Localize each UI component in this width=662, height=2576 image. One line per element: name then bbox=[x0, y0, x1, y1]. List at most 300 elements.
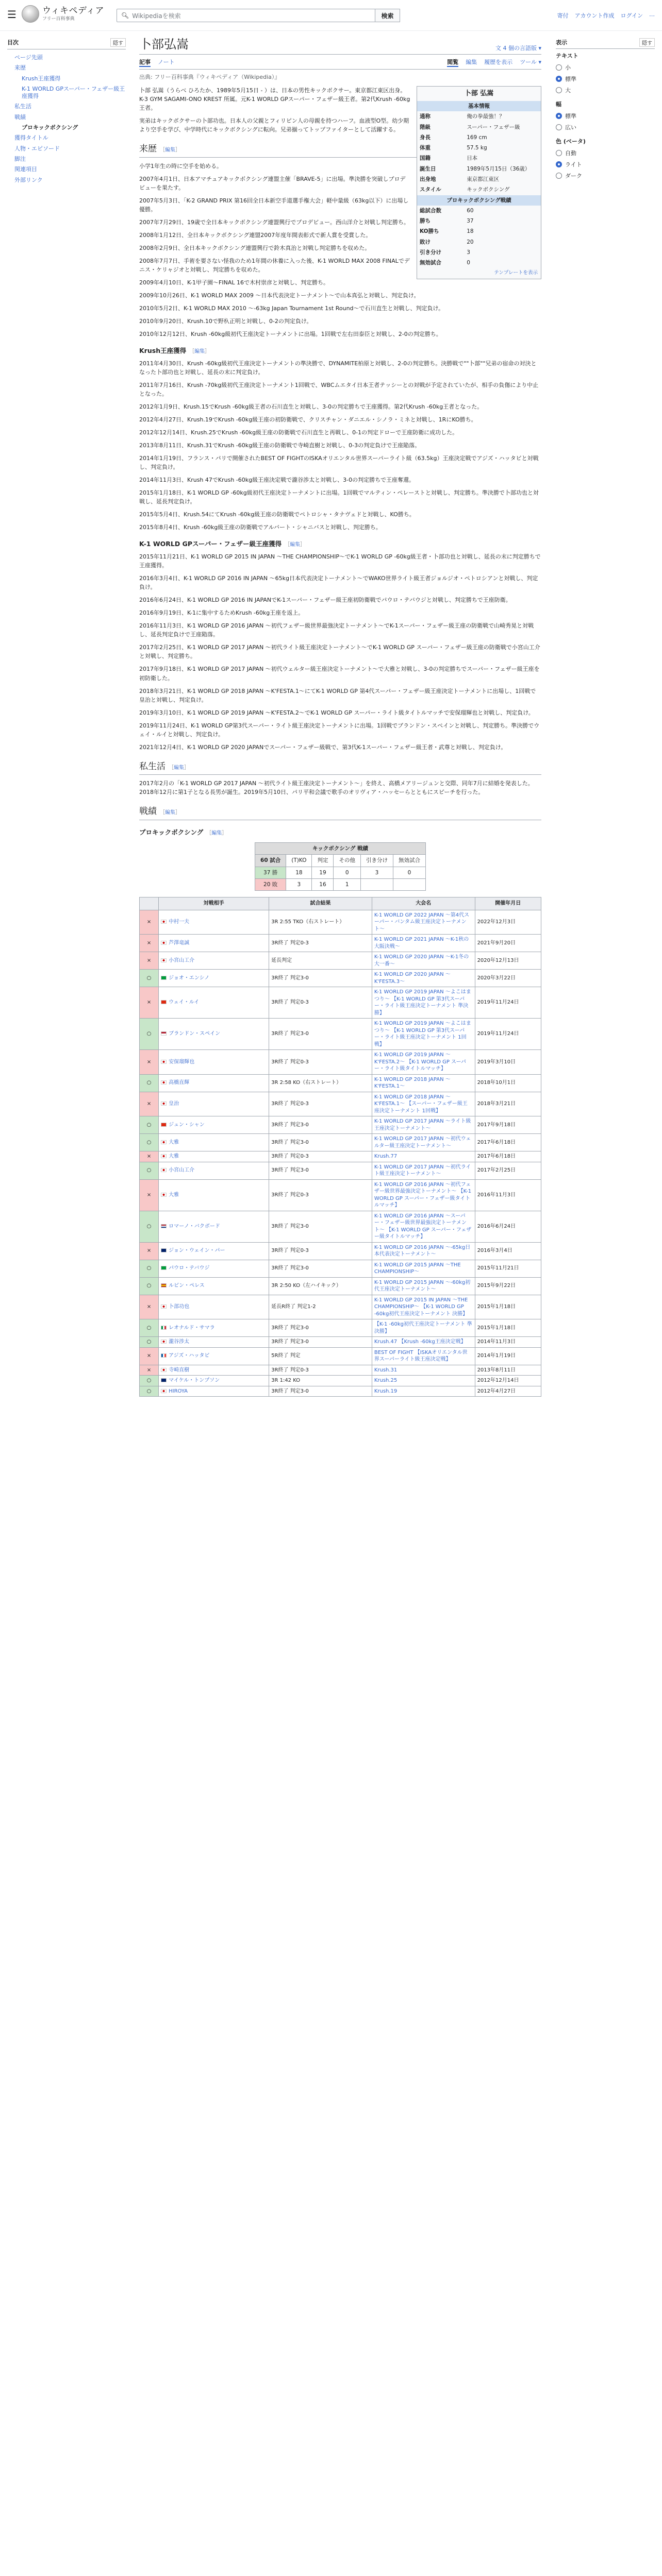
opponent-link[interactable]: 皇治 bbox=[169, 1101, 179, 1107]
radio-label: 標準 bbox=[565, 113, 576, 120]
globe-logo-icon bbox=[22, 5, 39, 23]
infobox-value: 60 bbox=[467, 207, 474, 214]
date-cell: 2012年12月14日 bbox=[475, 1376, 541, 1386]
date-cell: 2017年9月18日 bbox=[475, 1116, 541, 1134]
event-link[interactable]: K-1 WORLD GP 2020 JAPAN 〜K-1冬の大一番〜 bbox=[372, 952, 475, 970]
opponent-link[interactable]: 卜部功也 bbox=[169, 1304, 190, 1310]
opponent-link[interactable]: ジョオ・エンシノ bbox=[169, 975, 210, 981]
infobox-section-record: プロキックボクシング戦績 bbox=[417, 195, 541, 206]
flag-icon bbox=[161, 941, 167, 945]
result-detail: 延長R終了 判定1-2 bbox=[269, 1295, 372, 1319]
table-row bbox=[140, 1050, 541, 1075]
event-link[interactable]: BEST OF FIGHT 【ISKAオリエンタル世界スーパーライト級王座決定戦】 bbox=[372, 1347, 475, 1365]
infobox-row bbox=[417, 247, 541, 258]
event-link[interactable]: Krush.77 bbox=[372, 1151, 475, 1162]
table-row bbox=[140, 1319, 541, 1337]
result-mark: × bbox=[140, 987, 159, 1019]
result-mark: × bbox=[140, 1092, 159, 1116]
opponent-link[interactable]: ウェイ・ルイ bbox=[169, 999, 200, 1006]
paragraph: 2010年5月2日、K-1 WORLD MAX 2010 〜-63kg Japan Tournament 1st Round〜で石川直生と対戦し、判定負け。 bbox=[139, 305, 444, 312]
date-cell: 2017年6月18日 bbox=[475, 1134, 541, 1151]
result-mark: ○ bbox=[140, 1386, 159, 1397]
opponent-link[interactable]: アジズ・ハッタビ bbox=[169, 1353, 210, 1359]
opponent-link[interactable]: ルビン・ペレス bbox=[169, 1283, 205, 1289]
opponent-link[interactable]: 寺崎直樹 bbox=[169, 1367, 190, 1373]
date-cell: 2018年3月21日 bbox=[475, 1092, 541, 1116]
date-cell: 2015年1月18日 bbox=[475, 1295, 541, 1319]
view-tab-2[interactable]: 履歴を表示 bbox=[484, 59, 513, 65]
paragraph: 2009年10月26日、K-1 WORLD MAX 2009 〜日本代表決定トーナメント〜で山本真弘と対戦し、判定負け。 bbox=[139, 292, 420, 299]
result-detail: 3R終了 判定3-0 bbox=[269, 970, 372, 987]
paragraph: 2017年9月18日、K-1 WORLD GP 2017 JAPAN 〜初代ウェルター級王座決定トーナメント〜で大雅と対戦し、3-0の判定勝ちでスーパー・フェザー級王座を初防衛した。 bbox=[139, 666, 540, 682]
flag-icon bbox=[161, 1326, 167, 1330]
date-cell: 2022年12月3日 bbox=[475, 910, 541, 935]
user-tool-3[interactable]: ⋯ bbox=[649, 12, 655, 19]
opponent-link[interactable]: HIROYA bbox=[169, 1388, 188, 1394]
view-tab-1[interactable]: 編集 bbox=[466, 59, 477, 65]
event-link[interactable]: 【K-1 -60kg初代王座決定トーナメント 準決勝】 bbox=[372, 1319, 475, 1337]
toc-item[interactable]: 関連項目 bbox=[14, 166, 37, 173]
paragraph: 2007年4月1日、日本アマチュアキックボクシング連盟主催「BRAVE-5」に出場。準決勝を突破しプロデビューを果たす。 bbox=[139, 175, 406, 191]
toc-item[interactable]: K-1 WORLD GPスーパー・フェザー級王座獲得 bbox=[22, 85, 125, 100]
infobox-section-basic: 基本情報 bbox=[417, 101, 541, 111]
radio-icon[interactable] bbox=[556, 87, 562, 93]
section-heading-raireki: 来歴 ［編集］ bbox=[139, 142, 541, 157]
opponent-link[interactable]: ロマーノ・バクボード bbox=[169, 1223, 220, 1229]
table-row bbox=[140, 970, 541, 987]
flag-icon bbox=[161, 1080, 167, 1084]
result-mark: ○ bbox=[140, 1019, 159, 1050]
radio-option[interactable] bbox=[556, 170, 655, 181]
opponent-link[interactable]: レオナルド・サマラ bbox=[169, 1325, 215, 1331]
radio-option[interactable] bbox=[556, 62, 655, 73]
opponent-cell bbox=[159, 1211, 269, 1242]
radio-label: 標準 bbox=[565, 76, 576, 82]
opponent-cell bbox=[159, 1337, 269, 1348]
event-link[interactable]: K-1 WORLD GP 2016 JAPAN 〜初代フェザー級世界最強決定トーナメント〜 【K-1 WORLD GP スーパー・フェザー級タイトルマッチ】 bbox=[372, 1179, 475, 1211]
date-cell: 2016年3月4日 bbox=[475, 1242, 541, 1260]
infobox-value: 0 bbox=[467, 260, 470, 266]
flag-icon bbox=[161, 1353, 167, 1358]
search-form bbox=[117, 9, 400, 22]
results-table bbox=[139, 897, 541, 1397]
date-cell: 2014年1月19日 bbox=[475, 1347, 541, 1365]
flag-icon bbox=[161, 1266, 167, 1270]
event-link[interactable]: K-1 WORLD GP 2017 JAPAN 〜初代ウェルター級王座決定トーナメント〜 bbox=[372, 1134, 475, 1151]
edit-link[interactable]: 編集 bbox=[290, 542, 301, 548]
radio-icon[interactable] bbox=[556, 173, 562, 179]
event-link[interactable]: K-1 WORLD GP 2019 JAPAN 〜よこはまつり〜 【K-1 WORLD GP 第3代スーパー・ライト級王座決定トーナメント 準決勝】 bbox=[372, 987, 475, 1019]
language-button[interactable]: 文 4 個の言語版 ▾ bbox=[495, 45, 541, 52]
opponent-link[interactable]: 大雅 bbox=[169, 1154, 179, 1160]
table-row bbox=[140, 1074, 541, 1092]
record-summary-cell: 0 bbox=[334, 867, 361, 878]
event-link[interactable]: K-1 WORLD GP 2015 JAPAN 〜-60kg初代王座決定トーナメント〜 bbox=[372, 1277, 475, 1295]
paragraph: 2019年3月10日、K-1 WORLD GP 2019 JAPAN 〜K'FESTA.2〜でK-1 WORLD GP スーパー・ライト級タイトルマッチで安保瑠輝也と対戦し、判定負け。 bbox=[139, 709, 534, 716]
result-mark: × bbox=[140, 1365, 159, 1376]
user-tool-1[interactable]: アカウント作成 bbox=[574, 12, 615, 19]
article-body bbox=[139, 86, 541, 1397]
opponent-link[interactable]: 芦澤竜誠 bbox=[169, 940, 190, 946]
opponent-link[interactable]: 大雅 bbox=[169, 1192, 179, 1198]
record-summary-cell: その他 bbox=[334, 855, 361, 867]
event-link[interactable]: K-1 WORLD GP 2015 IN JAPAN 〜THE CHAMPIONSHIP〜 【K-1 WORLD GP -60kg初代王座決定トーナメント 決勝】 bbox=[372, 1295, 475, 1319]
record-summary-cell: 60 試合 bbox=[255, 855, 286, 867]
flag-icon bbox=[161, 958, 167, 962]
paragraph: 2008年1月12日、全日本キックボクシング連盟2007年度年間表彰式で新人賞を受賞した。 bbox=[139, 231, 372, 239]
result-mark: ○ bbox=[140, 1116, 159, 1134]
result-detail: 3R 2:55 TKO（右ストレート） bbox=[269, 910, 372, 935]
table-row bbox=[140, 1162, 541, 1179]
user-tool-0[interactable]: 寄付 bbox=[557, 12, 569, 19]
infobox-key: KO勝ち bbox=[420, 228, 439, 235]
event-link[interactable]: K-1 WORLD GP 2015 JAPAN 〜THE CHAMPIONSHIP〜 bbox=[372, 1260, 475, 1277]
radio-label: 大 bbox=[565, 87, 571, 94]
table-row bbox=[140, 1365, 541, 1376]
date-cell: 2016年11月3日 bbox=[475, 1179, 541, 1211]
logo-title: ウィキペディア bbox=[42, 5, 105, 16]
radio-icon[interactable] bbox=[556, 76, 562, 82]
opponent-link[interactable]: マイケル・トンプソン bbox=[169, 1378, 220, 1384]
date-cell: 2021年9月20日 bbox=[475, 935, 541, 952]
flag-icon bbox=[161, 1389, 167, 1393]
radio-icon[interactable] bbox=[556, 124, 562, 130]
opponent-link[interactable]: 小宮山工介 bbox=[169, 957, 195, 963]
paragraph: 2007年7月29日、19歳で全日本キックボクシング連盟興行でプロデビュー。西山洋介と対戦し判定勝ち。 bbox=[139, 218, 409, 226]
logo-subtitle: フリー百科事典 bbox=[42, 16, 75, 22]
event-link[interactable]: K-1 WORLD GP 2016 JAPAN 〜-65kg日本代表決定トーナメント〜 bbox=[372, 1242, 475, 1260]
search-button[interactable]: 検索 bbox=[375, 9, 400, 22]
table-row bbox=[140, 1151, 541, 1162]
text-size-label: テキスト bbox=[556, 53, 578, 59]
edit-link[interactable]: 編集 bbox=[165, 147, 175, 154]
result-detail: 3R終了 判定3-0 bbox=[269, 1260, 372, 1277]
result-detail: 3R終了 判定0-3 bbox=[269, 1050, 372, 1075]
result-mark: ○ bbox=[140, 1376, 159, 1386]
table-row bbox=[140, 1295, 541, 1319]
result-mark: ○ bbox=[140, 1162, 159, 1179]
opponent-cell bbox=[159, 1116, 269, 1134]
paragraph: 2018年3月21日、K-1 WORLD GP 2018 JAPAN 〜K'FESTA.1〜にてK-1 WORLD GP 第4代スーパー・フェザー級王座決定トーナメントに出場し、1回戦で皇治と対戦し、判定負け。 bbox=[139, 687, 536, 703]
infobox-row bbox=[417, 184, 541, 195]
result-detail: 3R終了 判定3-0 bbox=[269, 1319, 372, 1337]
result-detail: 3R終了 判定0-3 bbox=[269, 1365, 372, 1376]
opponent-link[interactable]: 高橋直輝 bbox=[169, 1080, 190, 1086]
toc-item[interactable]: 戦績 bbox=[14, 113, 26, 121]
date-cell: 2020年12月13日 bbox=[475, 952, 541, 970]
toc-item[interactable]: プロキックボクシング bbox=[22, 124, 78, 131]
event-link[interactable]: Krush.25 bbox=[372, 1376, 475, 1386]
search-icon: 🔍︎ bbox=[121, 12, 129, 19]
infobox-value: 1989年5月15日（36歳） bbox=[467, 165, 531, 172]
record-summary-cell: (T)KO bbox=[286, 855, 312, 867]
paragraph: 2010年12月12日、Krush -60kg級初代王座決定トーナメントに出場。1回戦で左右田泰臣と対戦し、2-0の判定勝ち。 bbox=[139, 331, 442, 338]
appearance-hide-button[interactable]: 隠す bbox=[639, 38, 655, 47]
date-cell: 2020年3月22日 bbox=[475, 970, 541, 987]
result-detail: 3R終了 判定3-0 bbox=[269, 1211, 372, 1242]
page-title: 卜部弘嵩 bbox=[139, 37, 189, 52]
toc-item[interactable]: 来歴 bbox=[14, 64, 26, 72]
radio-icon[interactable] bbox=[556, 64, 562, 71]
paragraph: 2008年7月7日、手術を要さない怪我のため1年間の休養に入った後、K-1 WORLD MAX 2008 FINALでデニス・ケリャジオと対戦し、判定勝ちを収めた。 bbox=[139, 257, 410, 273]
results-header: 対戦相手 bbox=[159, 897, 269, 910]
flag-icon bbox=[161, 1123, 167, 1127]
table-row bbox=[140, 910, 541, 935]
result-mark: × bbox=[140, 1347, 159, 1365]
paragraph: 2016年9月19日、K-1に集中するためKrush -60kg王座を返上。 bbox=[139, 609, 304, 617]
opponent-cell bbox=[159, 1050, 269, 1075]
paragraph: 2016年11月3日、K-1 WORLD GP 2016 JAPAN 〜初代フェザー級世界最強決定トーナメント〜でK-1スーパー・フェザー級王座の防衛戦で山崎秀晃と対戦し、延長判定負けで王座陥落。 bbox=[139, 622, 534, 638]
opponent-link[interactable]: ジョン・ウェイン・パー bbox=[169, 1248, 225, 1254]
opponent-link[interactable]: 大雅 bbox=[169, 1139, 179, 1145]
infobox-key: 誕生日 bbox=[420, 165, 436, 172]
opponent-cell bbox=[159, 987, 269, 1019]
infobox-key: 体重 bbox=[420, 145, 431, 151]
toc-hide-button[interactable]: 隠す bbox=[110, 38, 126, 47]
infobox-value: 3 bbox=[467, 249, 470, 256]
toc-sidebar bbox=[7, 38, 126, 185]
infobox-key: 無効試合 bbox=[420, 260, 441, 266]
toc-item[interactable]: 脚注 bbox=[14, 155, 26, 162]
radio-option[interactable] bbox=[556, 159, 655, 170]
infobox-value: キックボクシング bbox=[467, 187, 510, 193]
event-link[interactable]: K-1 WORLD GP 2018 JAPAN 〜K'FESTA.1〜 【スーパー・フェザー級王座決定トーナメント 1回戦】 bbox=[372, 1092, 475, 1116]
result-mark: × bbox=[140, 1179, 159, 1211]
result-mark: ○ bbox=[140, 1319, 159, 1337]
infobox-key: 勝ち bbox=[420, 218, 431, 225]
opponent-link[interactable]: 小宮山工介 bbox=[169, 1167, 195, 1174]
result-mark: × bbox=[140, 1242, 159, 1260]
date-cell: 2019年11月24日 bbox=[475, 1019, 541, 1050]
edit-link[interactable]: 編集 bbox=[211, 830, 222, 836]
view-tab-0[interactable]: 閲覧 bbox=[447, 58, 458, 67]
opponent-cell bbox=[159, 1092, 269, 1116]
toc-item[interactable]: Krush王座獲得 bbox=[22, 75, 61, 82]
section-heading-pro: プロキックボクシング ［編集］ bbox=[139, 828, 227, 836]
opponent-cell bbox=[159, 910, 269, 935]
infobox-value: 37 bbox=[467, 218, 474, 225]
event-link[interactable]: K-1 WORLD GP 2017 JAPAN 〜ライト級王座決定トーナメント〜 bbox=[372, 1116, 475, 1134]
event-link[interactable]: Krush.19 bbox=[372, 1386, 475, 1397]
record-summary-header: キックボクシング 戦績 bbox=[255, 843, 426, 855]
result-detail: 3R終了 判定3-0 bbox=[269, 1162, 372, 1179]
table-row bbox=[140, 1019, 541, 1050]
opponent-link[interactable]: 瀧谷渉太 bbox=[169, 1339, 190, 1345]
infobox-key: 階級 bbox=[420, 124, 431, 130]
radio-option[interactable] bbox=[556, 147, 655, 159]
result-detail: 3R終了 判定3-0 bbox=[269, 1337, 372, 1348]
result-detail: 3R終了 判定3-0 bbox=[269, 1116, 372, 1134]
opponent-cell bbox=[159, 1295, 269, 1319]
result-detail: 3R終了 判定0-3 bbox=[269, 1151, 372, 1162]
view-tab-3[interactable]: ツール ▾ bbox=[520, 59, 541, 65]
record-summary-cell: 1 bbox=[334, 878, 361, 890]
radio-option[interactable] bbox=[556, 122, 655, 133]
table-row bbox=[140, 1347, 541, 1365]
hamburger-icon[interactable]: ☰ bbox=[7, 8, 16, 21]
results-header: 試合結果 bbox=[269, 897, 372, 910]
appearance-sidebar bbox=[556, 38, 655, 189]
table-row bbox=[140, 1376, 541, 1386]
record-summary-cell: 37 勝 bbox=[255, 867, 286, 878]
tab-1[interactable]: ノート bbox=[158, 59, 175, 65]
toc-item[interactable]: 外部リンク bbox=[14, 176, 43, 183]
paragraph: 小学1年生の時に空手を始める。 bbox=[139, 162, 222, 170]
width-label: 幅 bbox=[556, 101, 561, 108]
flag-icon bbox=[161, 1224, 167, 1228]
infobox-value: 20 bbox=[467, 239, 474, 245]
results-header: 開催年月日 bbox=[475, 897, 541, 910]
opponent-cell bbox=[159, 1134, 269, 1151]
date-cell: 2015年11月21日 bbox=[475, 1260, 541, 1277]
event-link[interactable]: K-1 WORLD GP 2021 JAPAN 〜K-1秋の大阪決戦〜 bbox=[372, 935, 475, 952]
radio-icon[interactable] bbox=[556, 150, 562, 156]
flag-icon bbox=[161, 1368, 167, 1372]
edit-link[interactable]: 編集 bbox=[174, 765, 184, 771]
record-summary-cell: 20 敗 bbox=[255, 878, 286, 890]
radio-label: 広い bbox=[565, 124, 576, 131]
flag-icon bbox=[161, 1154, 167, 1158]
result-detail: 5R終了 判定 bbox=[269, 1347, 372, 1365]
radio-label: 自動 bbox=[565, 150, 576, 157]
section-heading-krush: Krush王座獲得 ［編集］ bbox=[139, 347, 210, 355]
template-link[interactable]: テンプレートを表示 bbox=[494, 270, 538, 276]
event-link[interactable]: Krush.47 【Krush -60kg王座決定戦】 bbox=[372, 1337, 475, 1348]
opponent-link[interactable]: ジュン・シャン bbox=[169, 1122, 205, 1128]
flag-icon bbox=[161, 1304, 167, 1309]
event-link[interactable]: K-1 WORLD GP 2019 JAPAN 〜よこはまつり〜 【K-1 WORLD GP 第3代スーパー・ライト級王座決定トーナメント 1回戦】 bbox=[372, 1019, 475, 1050]
record-summary-cell: 0 bbox=[393, 867, 425, 878]
radio-option[interactable] bbox=[556, 110, 655, 122]
event-link[interactable]: K-1 WORLD GP 2020 JAPAN 〜K'FESTA.3〜 bbox=[372, 970, 475, 987]
infobox-name: 卜部 弘嵩 bbox=[464, 90, 494, 97]
flag-icon bbox=[161, 1031, 167, 1036]
opponent-link[interactable]: 安保瑠輝也 bbox=[169, 1059, 195, 1065]
search-input[interactable]: 🔍︎ Wikipediaを検索 bbox=[117, 9, 375, 22]
result-mark: ○ bbox=[140, 1211, 159, 1242]
paragraph: 2013年8月11日、Krush.31でKrush -60kg級王座の防衛戦で寺崎直樹と対戦し、0-3の判定負けで王座陥落。 bbox=[139, 442, 421, 449]
date-cell: 2012年4月27日 bbox=[475, 1386, 541, 1397]
event-link[interactable]: Krush.31 bbox=[372, 1365, 475, 1376]
radio-option[interactable] bbox=[556, 84, 655, 96]
infobox-row bbox=[417, 258, 541, 268]
paragraph: 2015年1月18日、K-1 WORLD GP -60kg級初代王座決定トーナメントに出場。1回戦でマルティン・ペレーストと対戦し、判定勝ち。準決勝で卜部功也と対戦し、延長判定負け。 bbox=[139, 489, 539, 505]
opponent-cell bbox=[159, 970, 269, 987]
paragraph: 2015年11月21日、K-1 WORLD GP 2015 IN JAPAN 〜THE CHAMPIONSHIP〜でK-1 WORLD GP -60kg級王者・卜部功也と対戦し、延長の末に判定勝ちで王座獲得。 bbox=[139, 553, 541, 569]
result-detail: 3R 2:58 KO（右ストレート） bbox=[269, 1074, 372, 1092]
event-link[interactable]: K-1 WORLD GP 2018 JAPAN 〜K'FESTA.1〜 bbox=[372, 1074, 475, 1092]
infobox-value: 57.5 kg bbox=[467, 145, 487, 151]
infobox-key: 国籍 bbox=[420, 155, 431, 162]
section-heading-record: 戦績 ［編集］ bbox=[139, 805, 541, 820]
opponent-cell bbox=[159, 1179, 269, 1211]
radio-label: 小 bbox=[565, 64, 571, 71]
table-row bbox=[140, 1337, 541, 1348]
event-link[interactable]: K-1 WORLD GP 2019 JAPAN 〜K'FESTA.2〜 【K-1 WORLD GP スーパー・ライト級タイトルマッチ】 bbox=[372, 1050, 475, 1075]
event-link[interactable]: K-1 WORLD GP 2016 JAPAN 〜スーパー・フェザー級世界最強決定トーナメント〜 【K-1 WORLD GP スーパー・フェザー級タイトルマッチ】 bbox=[372, 1211, 475, 1242]
flag-icon bbox=[161, 1060, 167, 1064]
opponent-link[interactable]: ブランドン・スペイン bbox=[169, 1031, 221, 1037]
event-link[interactable]: K-1 WORLD GP 2022 JAPAN 〜第4代スーパー・バンタム級王座決定トーナメント〜 bbox=[372, 910, 475, 935]
result-detail: 3R 2:50 KO（左ハイキック） bbox=[269, 1277, 372, 1295]
infobox-key: 敗け bbox=[420, 239, 431, 245]
wikipedia-logo[interactable] bbox=[22, 5, 104, 23]
toc-item[interactable]: 獲得タイトル bbox=[14, 134, 48, 142]
result-mark: ○ bbox=[140, 1277, 159, 1295]
paragraph: 2016年6月24日、K-1 WORLD GP 2016 IN JAPANでK-1スーパー・フェザー級王座初防衛戦でパウロ・テバウジと対戦し、判定勝ちで王座防衛。 bbox=[139, 597, 511, 604]
record-summary-cell: 16 bbox=[312, 878, 334, 890]
opponent-cell bbox=[159, 952, 269, 970]
tab-0[interactable]: 記事 bbox=[139, 58, 151, 67]
result-mark: ○ bbox=[140, 970, 159, 987]
edit-link[interactable]: 編集 bbox=[165, 810, 175, 816]
event-link[interactable]: K-1 WORLD GP 2017 JAPAN 〜初代ライト級王座決定トーナメント〜 bbox=[372, 1162, 475, 1179]
table-row bbox=[140, 1260, 541, 1277]
opponent-cell bbox=[159, 1162, 269, 1179]
infobox-row bbox=[417, 164, 541, 174]
radio-icon[interactable] bbox=[556, 113, 562, 119]
infobox-row bbox=[417, 153, 541, 163]
user-tool-2[interactable]: ログイン bbox=[620, 12, 643, 19]
radio-label: ダーク bbox=[565, 173, 582, 179]
result-mark: × bbox=[140, 935, 159, 952]
infobox-row bbox=[417, 122, 541, 132]
result-mark: × bbox=[140, 1050, 159, 1075]
opponent-cell bbox=[159, 1019, 269, 1050]
table-row bbox=[140, 1092, 541, 1116]
radio-icon[interactable] bbox=[556, 161, 562, 167]
table-row bbox=[140, 935, 541, 952]
user-tools bbox=[557, 11, 655, 20]
toc-item[interactable]: 私生活 bbox=[14, 103, 31, 110]
result-detail: 3R 1:42 KO bbox=[269, 1376, 372, 1386]
main-content bbox=[139, 34, 541, 1397]
result-detail: 3R終了 判定0-3 bbox=[269, 987, 372, 1019]
paragraph: 2010年9月20日、Krush.10で野杁正明と対戦し、0-2の判定負け。 bbox=[139, 318, 312, 325]
radio-option[interactable] bbox=[556, 73, 655, 84]
paragraph: 2016年3月4日、K-1 WORLD GP 2016 IN JAPAN 〜65kg日本代表決定トーナメント〜でWAKO世界ライト級王者ジョルジオ・ペトロシアンと対戦し、判定負け。 bbox=[139, 575, 538, 591]
infobox-key: 出身地 bbox=[420, 176, 436, 182]
toc-item[interactable]: ページ先頭 bbox=[14, 54, 43, 61]
paragraph: 2019年11月24日、K-1 WORLD GP第3代スーパー・ライト級王座決定トーナメントに出場。1回戦でブランドン・スペインと対戦し、判定勝ち。準決勝でウェイ・ルイと対戦し、判定負け。 bbox=[139, 722, 540, 738]
infobox-value: 169 cm bbox=[467, 134, 487, 141]
paragraph: 2011年4月30日、Krush -60kg級初代王座決定トーナメントの準決勝で、DYNAMITE柏原と対戦し、2-0の判定勝ち。決勝戦で""卜部""兄弟の宿命の対決となった卜部功也と対戦し、延長の末に判定負け。 bbox=[139, 360, 537, 376]
paragraph: 2017年2月の「K-1 WORLD GP 2017 JAPAN 〜初代ライト級王座決定トーナメント〜」を終え、高橋メアリージュンと交際、同年7月に結婚を発表した。2018年12月に第1子となる長男が誕生。2019年5月10日、パリ平和会議で歌手のオリヴィア・ハッセーらとともにスピーチを行った。 bbox=[139, 780, 534, 796]
edit-link[interactable]: 編集 bbox=[194, 349, 205, 355]
flag-icon bbox=[161, 1140, 167, 1144]
paragraph: 2015年8月4日、Krush -60kg級王座の防衛戦でアルバート・シャニバスと対戦し、判定勝ち。 bbox=[139, 524, 382, 531]
infobox-row bbox=[417, 174, 541, 184]
paragraph: 2021年12月4日、K-1 WORLD GP 2020 JAPANでスーパー・フェザー級戦で、第3代K-1スーパー・フェザー級王者・武尊と対戦し、判定負け。 bbox=[139, 743, 507, 751]
table-row bbox=[140, 1134, 541, 1151]
opponent-cell bbox=[159, 1347, 269, 1365]
infobox-row bbox=[417, 226, 541, 236]
date-cell: 2015年9月22日 bbox=[475, 1277, 541, 1295]
infobox-value: 日本 bbox=[467, 155, 478, 162]
record-summary-cell bbox=[360, 878, 393, 890]
opponent-link[interactable]: パウロ・テバウジ bbox=[169, 1265, 210, 1272]
paragraph: 2014年11月3日、Krush 47でKrush -60kg級王座決定戦で瀧谷渉太と対戦し、3-0の判定勝ちで王座奪還。 bbox=[139, 477, 415, 484]
opponent-link[interactable]: 中村一夫 bbox=[169, 919, 190, 925]
result-mark: ○ bbox=[140, 1134, 159, 1151]
date-cell: 2018年10月1日 bbox=[475, 1074, 541, 1092]
result-mark: ○ bbox=[140, 1260, 159, 1277]
record-summary-cell bbox=[393, 878, 425, 890]
record-summary-cell: 引き分け bbox=[360, 855, 393, 867]
result-detail: 3R終了 判定3-0 bbox=[269, 1134, 372, 1151]
flag-icon bbox=[161, 1283, 167, 1287]
toc-item[interactable]: 人物・エピソード bbox=[14, 145, 60, 152]
